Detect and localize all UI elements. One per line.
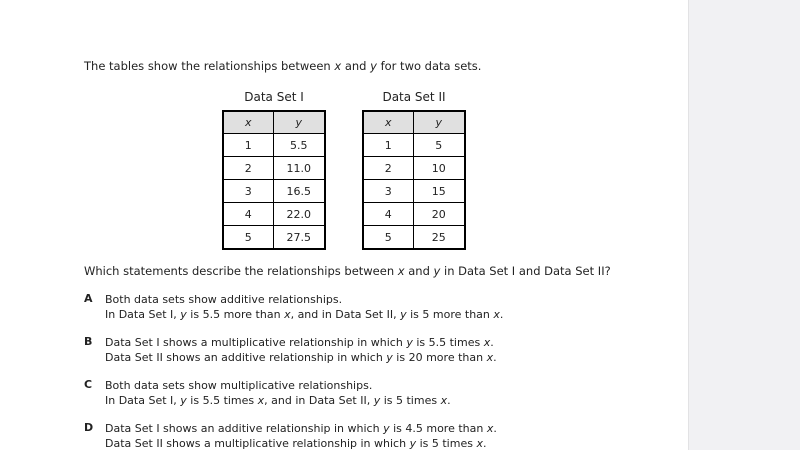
- table-row: [223, 203, 325, 226]
- y-cell: 5.5: [273, 134, 325, 157]
- x-cell: 5: [223, 226, 273, 250]
- x-cell: 1: [223, 134, 273, 157]
- question-text: Which statements describe the relationships between x and y in Data Set I and Data Set II?: [84, 264, 611, 278]
- header-y: y: [273, 111, 325, 134]
- x-cell: 4: [363, 203, 413, 226]
- x-cell: 3: [363, 180, 413, 203]
- y-cell: 16.5: [273, 180, 325, 203]
- table-row: [363, 157, 465, 180]
- table-title: Data Set II: [382, 90, 446, 104]
- intro-text: The tables show the relationships between x and y for two data sets.: [84, 59, 482, 73]
- header-x: x: [363, 111, 413, 134]
- y-cell: 22.0: [273, 203, 325, 226]
- x-cell: 3: [223, 180, 273, 203]
- y-cell: 20: [413, 203, 465, 226]
- choice-letter: B: [84, 335, 93, 348]
- table-row: [223, 180, 325, 203]
- y-cell: 10: [413, 157, 465, 180]
- table-row: [363, 226, 465, 250]
- y-cell: 5: [413, 134, 465, 157]
- choice-letter: A: [84, 292, 93, 305]
- choice-line: Data Set I shows a multiplicative relationship in which y is 5.5 times x.: [105, 336, 494, 349]
- choice-line: Data Set II shows an additive relationship in which y is 20 more than x.: [105, 351, 497, 364]
- y-cell: 15: [413, 180, 465, 203]
- choice-d[interactable]: [84, 421, 503, 451]
- choice-b[interactable]: [84, 335, 503, 365]
- y-cell: 27.5: [273, 226, 325, 250]
- choice-letter: C: [84, 378, 93, 391]
- header-x: x: [223, 111, 273, 134]
- side-panel: [688, 0, 800, 450]
- table-row: [363, 203, 465, 226]
- x-cell: 5: [363, 226, 413, 250]
- y-cell: 25: [413, 226, 465, 250]
- header-y: y: [413, 111, 465, 134]
- table-row: [223, 226, 325, 250]
- x-cell: 2: [223, 157, 273, 180]
- table-row: [363, 180, 465, 203]
- choice-letter: D: [84, 421, 94, 434]
- data-set-2: [362, 90, 466, 250]
- y-cell: 11.0: [273, 157, 325, 180]
- x-cell: 4: [223, 203, 273, 226]
- choice-line: Data Set II shows a multiplicative relationship in which y is 5 times x.: [105, 437, 487, 450]
- x-cell: 2: [363, 157, 413, 180]
- choice-line: In Data Set I, y is 5.5 more than x, and in Data Set II, y is 5 more than x.: [105, 308, 504, 321]
- x-cell: 1: [363, 134, 413, 157]
- choice-line: Data Set I shows an additive relationship in which y is 4.5 more than x.: [105, 422, 497, 435]
- table-title: Data Set I: [244, 90, 304, 104]
- choice-line: Both data sets show multiplicative relationships.: [105, 379, 373, 392]
- choice-c[interactable]: [84, 378, 503, 408]
- table-row: [223, 134, 325, 157]
- data-table: [362, 110, 466, 250]
- answer-choices: [84, 292, 503, 464]
- choice-line: In Data Set I, y is 5.5 times x, and in Data Set II, y is 5 times x.: [105, 394, 451, 407]
- table-row: [363, 134, 465, 157]
- table-row: [223, 157, 325, 180]
- choice-a[interactable]: [84, 292, 503, 322]
- choice-line: Both data sets show additive relationships.: [105, 293, 343, 306]
- data-table: [222, 110, 326, 250]
- data-set-1: [222, 90, 326, 250]
